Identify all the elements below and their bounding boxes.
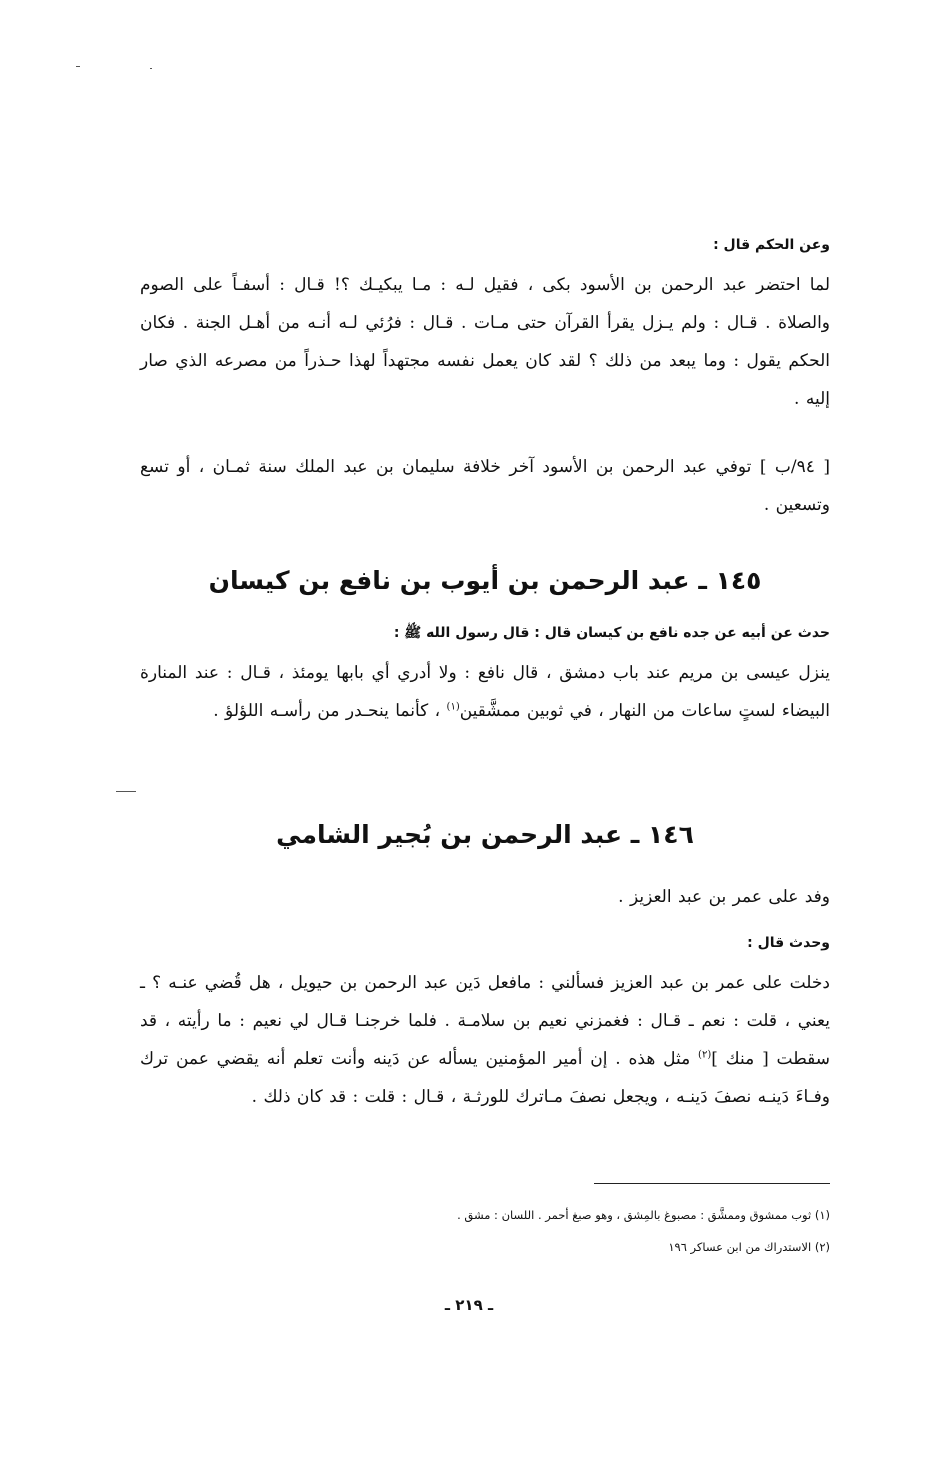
death-note-text: [ ٩٤/ب ] توفي عبد الرحمن بن الأسود آخر خلافة سليمان بن عبد الملك سنة ثمـان ، أو تسع وتسعين . <box>140 457 830 515</box>
report-label: وحدث قال : <box>747 935 830 951</box>
scan-speck <box>116 791 136 792</box>
hadith-text-part1: ينزل عيسى بن مريم عند باب دمشق ، قال نافع : ولا أدري أي بابها يومئذ ، قـال : عند المنارة البيضاء لستٍ ساعات من النهار ، في ثوبين ممشَّقين <box>140 663 830 721</box>
narration-paragraph <box>140 266 830 418</box>
entry-145-heading: ١٤٥ ـ عبد الرحمن بن أيوب بن نافع بن كيسان <box>208 566 762 595</box>
hadith-paragraph <box>140 654 830 730</box>
report-text-part1: دخلت على عمر بن عبد العزيز فسألني : مافعل دَين عبد الرحمن بن حيويل ، هل قُضي عنـه ؟ ـ يعني ، قلت : نعم ـ قـال : فغمزني نعيم بن سلامـة . فلما خرجنـا قـال لي نعيم : ما رأيته ، قد سقطت [ منك ] <box>140 973 831 1069</box>
report-paragraph <box>140 964 830 1116</box>
footnote-1: (١) ثوب ممشوق وممشَّق : مصبوغ بالمِشق ، وهو صبغ أحمر . اللسان : مشق . <box>457 1208 830 1222</box>
scan-speck <box>150 68 152 69</box>
hadith-chain-label: حدث عن أبيه عن جده نافع بن كيسان قال : قال رسول الله ﷺ : <box>393 625 830 641</box>
report-text-part2: مثل هذه . إن أمير المؤمنين يسأله عن دَينه وأنت تعلم أنه يقضي عمن ترك وفـاءَ دَينـه نصفَ دَينـه ، ويجعل نصفَ مـاترك للورثـة ، قـال : قلت : قد كان ذلك . <box>140 1049 830 1107</box>
hadith-text-part2: ، كأنما ينحـدر من رأسـه اللؤلؤ . <box>213 701 447 721</box>
death-note-paragraph <box>140 448 830 524</box>
intro-text: وفد على عمر بن عبد العزيز . <box>618 887 830 907</box>
footnote-2: (٢) الاستدراك من ابن عساكر ١٩٦ <box>668 1240 830 1254</box>
footnote-divider <box>594 1183 830 1184</box>
footnote-ref-2: (٢) <box>698 1049 712 1061</box>
footnote-ref-1: (١) <box>446 701 460 713</box>
narration-label: وعن الحكم قال : <box>713 237 830 253</box>
narration-text: لما احتضر عبد الرحمن بن الأسود بكى ، فقيل لـه : مـا يبكيـك ؟! قـال : أسفـاً على الصوم والصلاة . قـال : ولم يـزل يقرأ القرآن حتى مـات . قـال : فرُئي لـه أنـه من أهـل الجنة . فكان الحكم يقول : وما يبعد من ذلك ؟ لقد كان يعمل نفسه مجتهداً لهذا حـذراً من مصرعه الذي صار إليه . <box>140 275 830 409</box>
scan-speck <box>76 66 80 67</box>
page-number: ـ ٢١٩ ـ <box>444 1296 494 1314</box>
entry-146-heading: ١٤٦ ـ عبد الرحمن بن بُجير الشامي <box>276 820 694 849</box>
intro-paragraph <box>140 878 830 916</box>
